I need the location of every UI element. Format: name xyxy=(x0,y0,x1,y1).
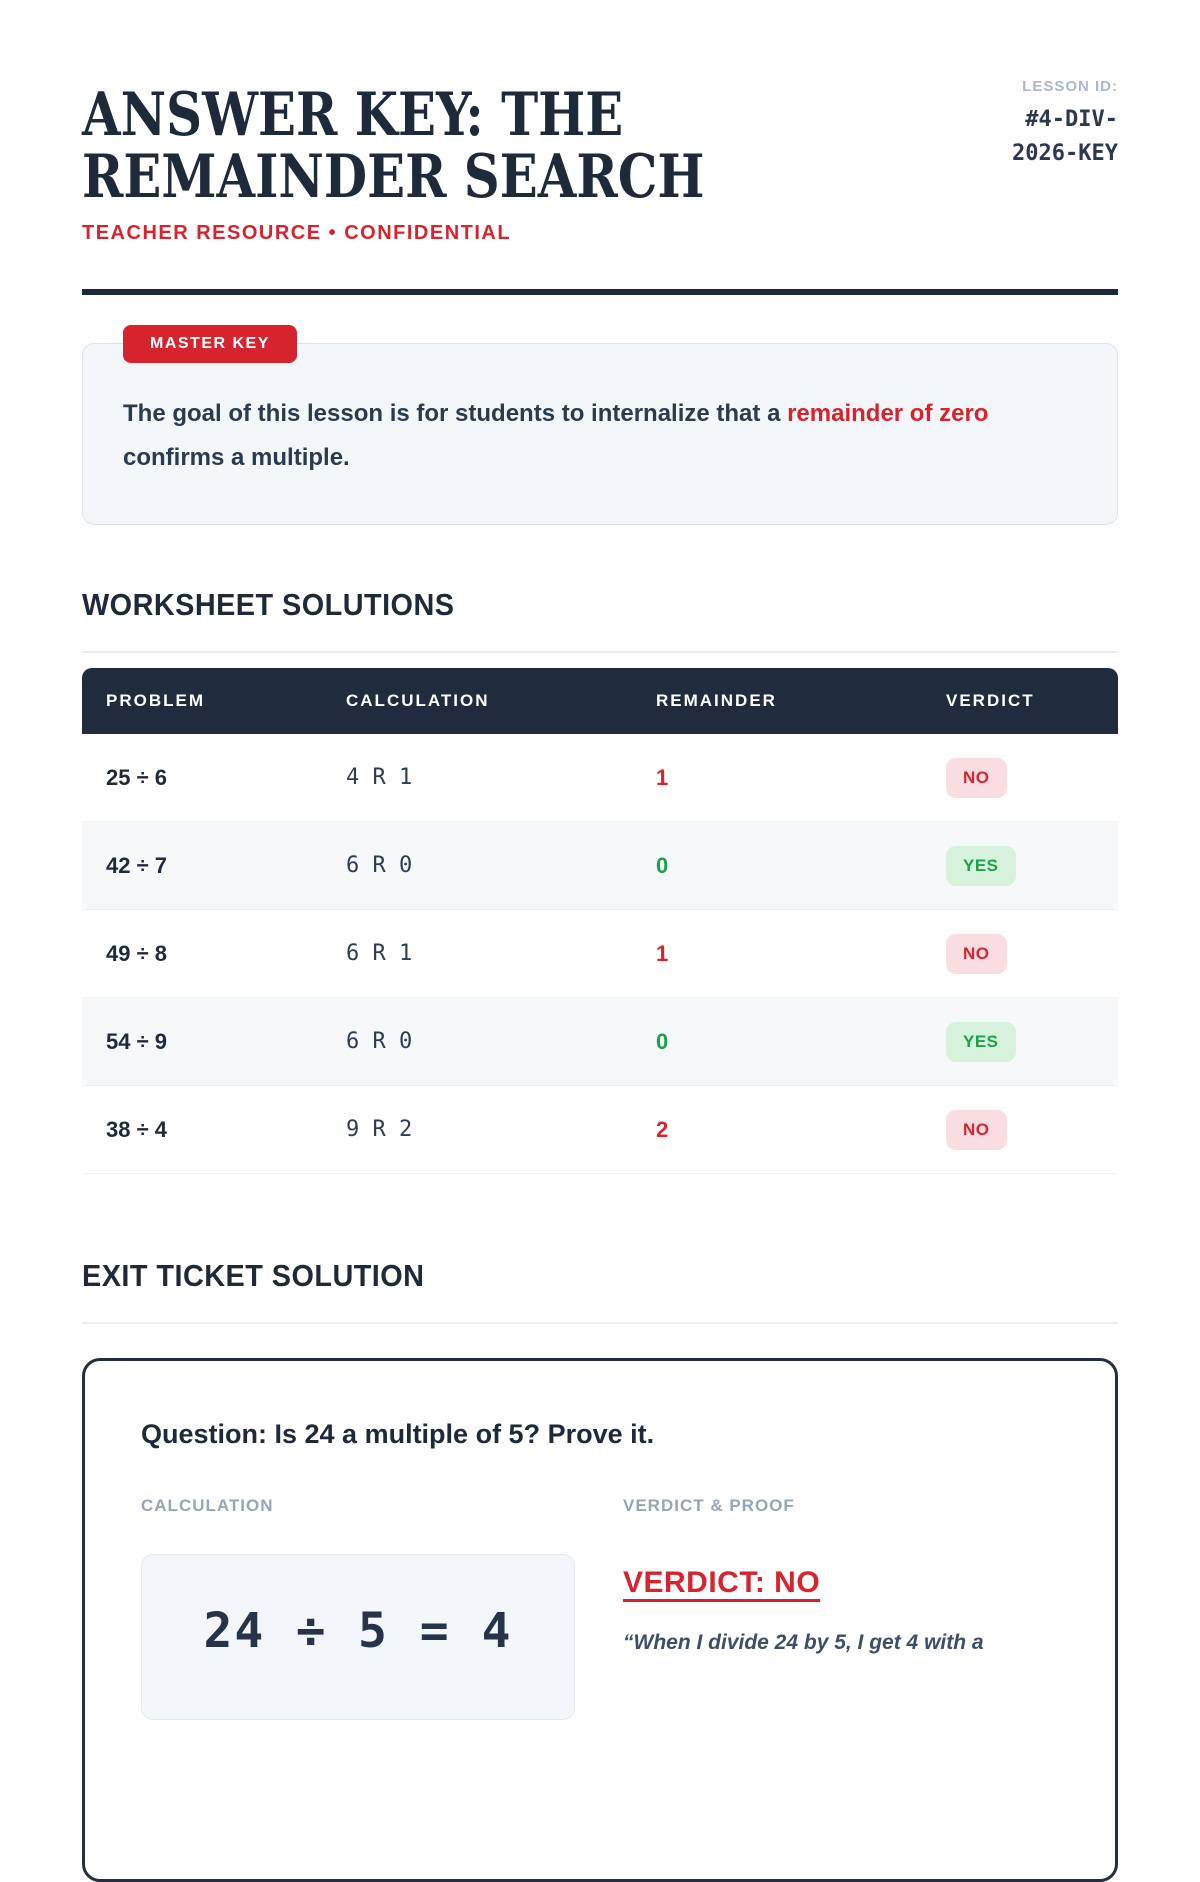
page-title-line2: REMAINDER SEARCH xyxy=(82,142,705,212)
lesson-id-label: LESSON ID: xyxy=(1022,78,1118,95)
worksheet-heading: WORKSHEET SOLUTIONS xyxy=(82,587,455,622)
cell-remainder: 0 xyxy=(656,852,669,878)
exit-ticket-section xyxy=(82,1258,1118,1882)
exit-ticket-heading: EXIT TICKET SOLUTION xyxy=(82,1258,425,1293)
header-divider xyxy=(82,289,1118,295)
cell-remainder: 2 xyxy=(656,1116,669,1142)
table-header-row xyxy=(82,668,1118,734)
verdict-proof-label: VERDICT & PROOF xyxy=(623,1496,795,1515)
cell-calculation: 6 R 0 xyxy=(346,1029,413,1054)
exit-ticket-card xyxy=(82,1358,1118,1882)
master-key-text xyxy=(123,392,1033,480)
cell-calculation: 6 R 0 xyxy=(346,853,413,878)
cell-verdict xyxy=(946,846,1118,886)
verdict-badge: NO xyxy=(946,934,1007,974)
column-header-calculation: CALCULATION xyxy=(346,691,490,710)
table-body xyxy=(82,734,1118,1174)
cell-remainder: 0 xyxy=(656,1028,669,1054)
worksheet-heading-underline xyxy=(82,651,1118,653)
cell-problem: 54 ÷ 9 xyxy=(106,1028,168,1054)
cell-calculation: 6 R 1 xyxy=(346,941,413,966)
verdict-badge: NO xyxy=(946,758,1007,798)
proof-text: “When I divide 24 by 5, I get 4 with a xyxy=(623,1631,984,1654)
cell-verdict xyxy=(946,1022,1118,1062)
exit-ticket-question: Question: Is 24 a multiple of 5? Prove it. xyxy=(141,1419,655,1449)
verdict-badge: YES xyxy=(946,1022,1016,1062)
cell-problem: 25 ÷ 6 xyxy=(106,764,168,790)
column-header-verdict: VERDICT xyxy=(946,691,1035,710)
cell-verdict xyxy=(946,1110,1118,1150)
page-title-line1: ANSWER KEY: THE xyxy=(82,80,624,150)
calculation-column xyxy=(141,1496,623,1720)
title-block xyxy=(82,80,832,245)
table-row xyxy=(82,910,1118,998)
table-row xyxy=(82,998,1118,1086)
document-header xyxy=(82,78,1118,245)
verdict-badge: YES xyxy=(946,846,1016,886)
calculation-label: CALCULATION xyxy=(141,1496,274,1515)
solutions-table xyxy=(82,668,1118,1174)
page-title xyxy=(82,80,705,212)
cell-remainder: 1 xyxy=(656,940,669,966)
table-row xyxy=(82,1086,1118,1174)
confidential-subtitle: TEACHER RESOURCE • CONFIDENTIAL xyxy=(82,222,512,244)
master-key-highlight: remainder of zero xyxy=(787,400,989,427)
cell-problem: 49 ÷ 8 xyxy=(106,940,168,966)
verdict-text: VERDICT: NO xyxy=(623,1566,821,1599)
lesson-id-block xyxy=(986,78,1118,171)
column-header-remainder: REMAINDER xyxy=(656,691,777,710)
master-key-text-after: confirms a multiple. xyxy=(123,444,350,471)
master-key-text-before: The goal of this lesson is for students to internalize that a xyxy=(123,400,788,427)
master-key-badge: MASTER KEY xyxy=(123,325,297,363)
cell-calculation: 9 R 2 xyxy=(346,1117,413,1142)
table-row xyxy=(82,734,1118,822)
lesson-id-value: #4-DIV-2026-KEY xyxy=(1012,107,1118,166)
calculation-expression: 24 ÷ 5 = 4 xyxy=(203,1603,513,1659)
cell-problem: 38 ÷ 4 xyxy=(106,1116,168,1142)
master-key-panel xyxy=(82,335,1118,525)
verdict-column xyxy=(623,1496,1059,1720)
cell-verdict xyxy=(946,934,1118,974)
cell-problem: 42 ÷ 7 xyxy=(106,852,168,878)
cell-remainder: 1 xyxy=(656,764,669,790)
cell-calculation: 4 R 1 xyxy=(346,765,413,790)
cell-verdict xyxy=(946,758,1118,798)
exit-ticket-heading-underline xyxy=(82,1322,1118,1324)
worksheet-section xyxy=(82,587,1118,1174)
calculation-box xyxy=(141,1554,575,1720)
table-row xyxy=(82,822,1118,910)
verdict-badge: NO xyxy=(946,1110,1007,1150)
column-header-problem: PROBLEM xyxy=(106,691,205,710)
